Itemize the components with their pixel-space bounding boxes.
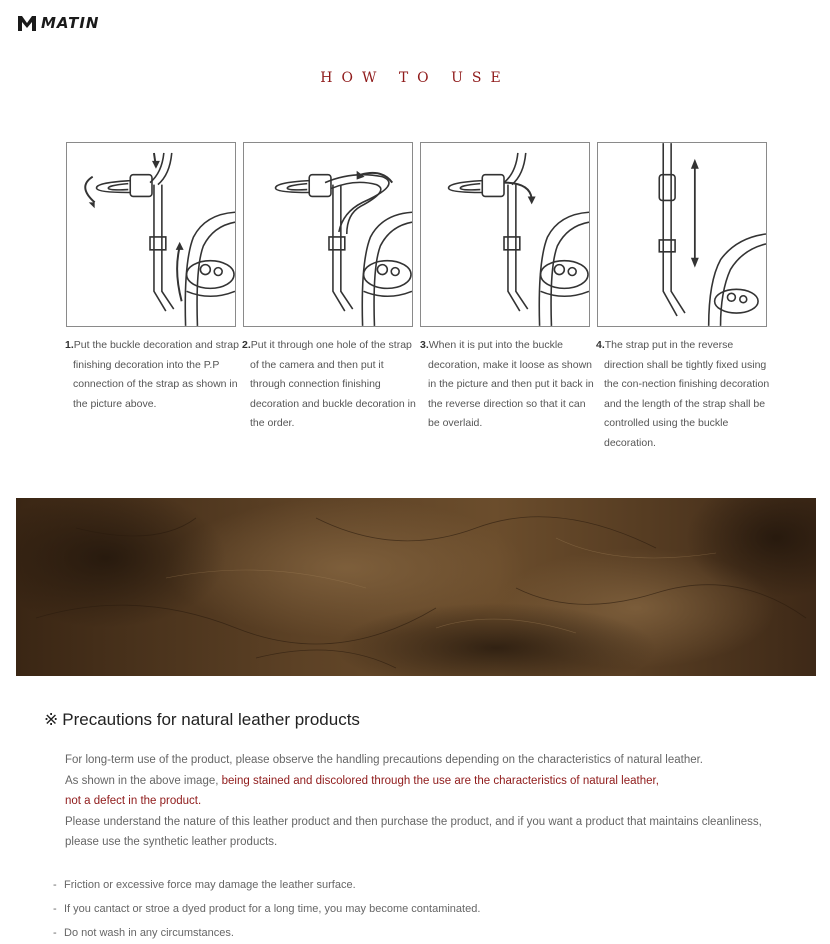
step-2-description: Put it through one hole of the strap of the camera and then put it through connection finishing decoration and buckle decoration in the order. xyxy=(250,339,416,429)
logo-mark-icon xyxy=(17,13,37,33)
step-1-illustration xyxy=(66,142,236,327)
precautions-list xyxy=(53,873,773,944)
step-1-text xyxy=(65,336,243,414)
list-item: - Do not wash in any circumstances. xyxy=(53,921,773,944)
brand-logo[interactable] xyxy=(17,13,99,33)
section-title: HOW TO USE xyxy=(320,70,510,86)
precautions-line-2-prefix: As shown in the above image, xyxy=(65,774,222,787)
step-4-description: The strap put in the reverse direction shall be tightly fixed using the con-nection finishing decoration and the length of the strap shall be controlled using the buckle decoration. xyxy=(604,339,770,449)
precautions-title xyxy=(44,710,360,730)
step-4-illustration xyxy=(597,142,767,327)
step-3-number: 3. xyxy=(420,339,429,351)
step-4-number: 4. xyxy=(596,339,605,351)
step-2-number: 2. xyxy=(242,339,251,351)
list-item: - Friction or excessive force may damage the leather surface. xyxy=(53,873,773,897)
precautions-line-1: For long-term use of the product, please observe the handling precautions depending on the characteristics of natural leather. xyxy=(65,754,704,766)
brand-name: MATIN xyxy=(41,14,100,32)
precautions-body xyxy=(65,750,785,853)
reference-mark-icon: ※ xyxy=(44,710,59,729)
precautions-line-2 xyxy=(65,771,785,792)
step-1-number: 1. xyxy=(65,339,74,351)
precautions-highlight-2: not a defect in the product. xyxy=(65,795,202,807)
precautions-highlight-1: being stained and discolored through the use are the characteristics of natural leather, xyxy=(221,774,659,787)
step-1-description: Put the buckle decoration and strap finishing decoration into the P.P connection of the strap as shown in the picture above. xyxy=(73,339,239,410)
step-2-illustration xyxy=(243,142,413,327)
precautions-line-4: Please understand the nature of this leather product and then purchase the product, and if you want a product that maintains cleanliness, please use the synthetic leather products. xyxy=(65,815,762,848)
step-3-description: When it is put into the buckle decoration, make it loose as shown in the picture and then put it back in the reverse direction so that it can be overlaid. xyxy=(428,339,594,429)
leather-texture-image xyxy=(16,498,816,676)
step-2-text xyxy=(242,336,420,434)
precautions-title-text: Precautions for natural leather products xyxy=(62,710,360,729)
list-item: - If you cantact or stroe a dyed product for a long time, you may become contaminated. xyxy=(53,897,773,921)
step-3-text xyxy=(420,336,598,434)
step-4-text xyxy=(596,336,774,453)
step-3-illustration xyxy=(420,142,590,327)
